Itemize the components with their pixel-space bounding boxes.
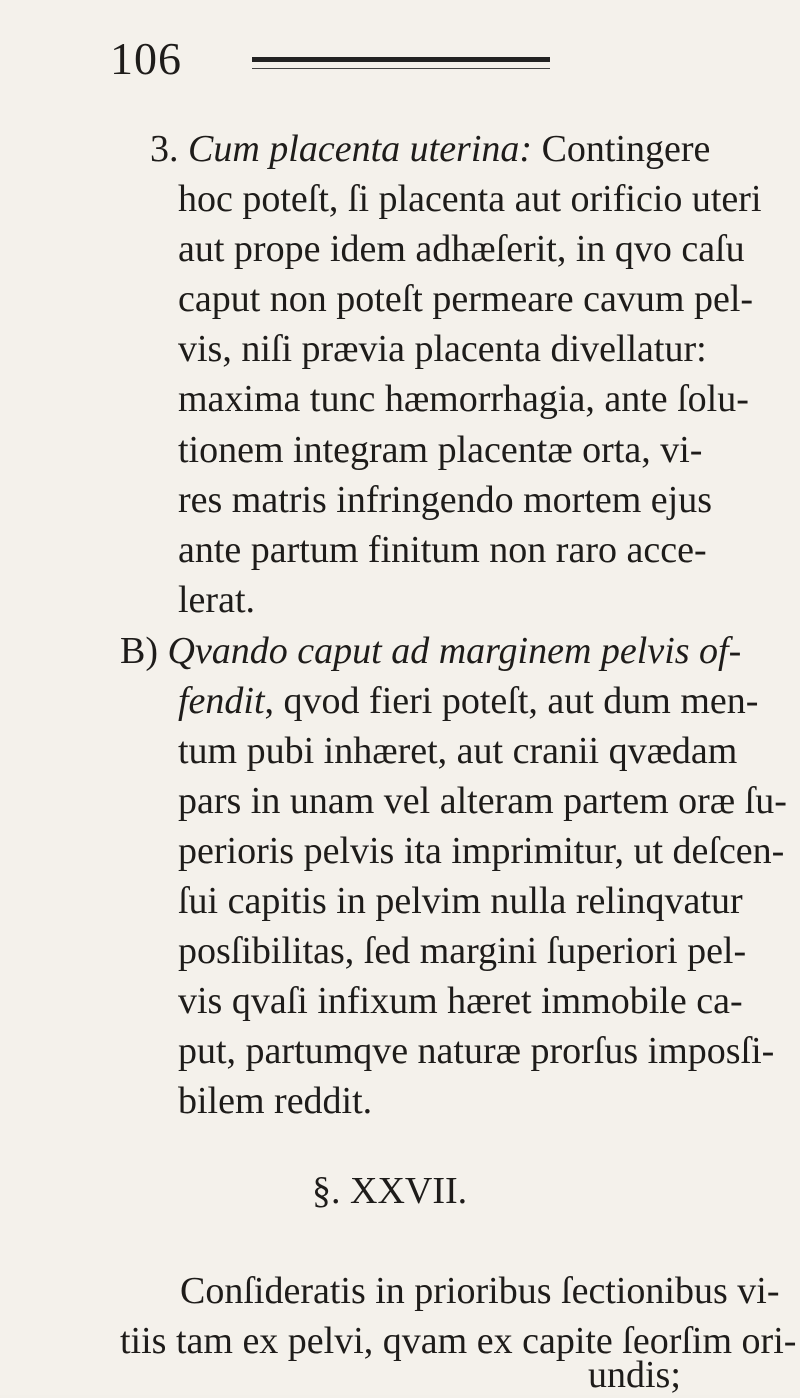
paragraph-3-marker: 3.	[150, 128, 179, 170]
header-rule	[252, 57, 550, 62]
paragraph-b-line: bilem reddit.	[178, 1080, 373, 1122]
paragraph-3-line-1	[150, 126, 710, 172]
paragraph-b-line: vis qvaſi infixum hæret immobile ca-	[178, 980, 743, 1022]
paragraph-b-line: put, partumqve naturæ prorſus imposſi-	[178, 1030, 775, 1072]
paragraph-b-line-text: , qvod fieri poteſt, aut dum men-	[264, 680, 759, 722]
paragraph-3-line: hoc poteſt, ſi placenta aut orificio uteri	[178, 178, 762, 220]
paragraph-3-line: vis, niſi prævia placenta divellatur:	[178, 328, 707, 370]
paragraph-b-line: ſui capitis in pelvim nulla relinqvatur	[178, 880, 743, 922]
paragraph-3-line: res matris infringendo mortem ejus	[178, 479, 712, 521]
page-number: 106	[110, 33, 182, 84]
paragraph-3-line: tionem integram placentæ orta, vi-	[178, 429, 703, 471]
paragraph-3-line-text: Contingere	[541, 128, 711, 170]
paragraph-b-title-cont: fendit	[178, 680, 265, 722]
paragraph-b-line: posſibilitas, ſed margini ſuperiori pel-	[178, 930, 747, 972]
section-heading: §. XXVII.	[312, 1170, 468, 1212]
paragraph-3-title: Cum placenta uterina:	[188, 128, 533, 170]
paragraph-3-line: aut prope idem adhæſerit, in qvo caſu	[178, 228, 745, 270]
paragraph-final-line: undis;	[588, 1354, 681, 1396]
header-rule-thin	[252, 68, 550, 69]
paragraph-b-line: pars in unam vel alteram partem oræ ſu-	[178, 780, 787, 822]
paragraph-b-marker: B)	[120, 630, 158, 672]
paragraph-3-line: maxima tunc hæmorrhagia, ante ſolu-	[178, 378, 749, 420]
paragraph-final-line: tiis tam ex pelvi, qvam ex capite ſeorſim ori-	[120, 1320, 797, 1362]
paragraph-b-line-2	[178, 678, 758, 724]
paragraph-b-line-1	[120, 628, 741, 674]
paragraph-final-line: Conſideratis in prioribus ſectionibus vi-	[180, 1270, 780, 1312]
paragraph-b-line: tum pubi inhæret, aut cranii qvædam	[178, 730, 738, 772]
paragraph-3-line: lerat.	[178, 579, 256, 621]
paragraph-3-line: ante partum finitum non raro acce-	[178, 529, 707, 571]
paragraph-b-title: Qvando caput ad marginem pelvis of-	[167, 630, 742, 672]
paragraph-3-line: caput non poteſt permeare cavum pel-	[178, 278, 754, 320]
paragraph-b-line: perioris pelvis ita imprimitur, ut deſcen-	[178, 830, 785, 872]
